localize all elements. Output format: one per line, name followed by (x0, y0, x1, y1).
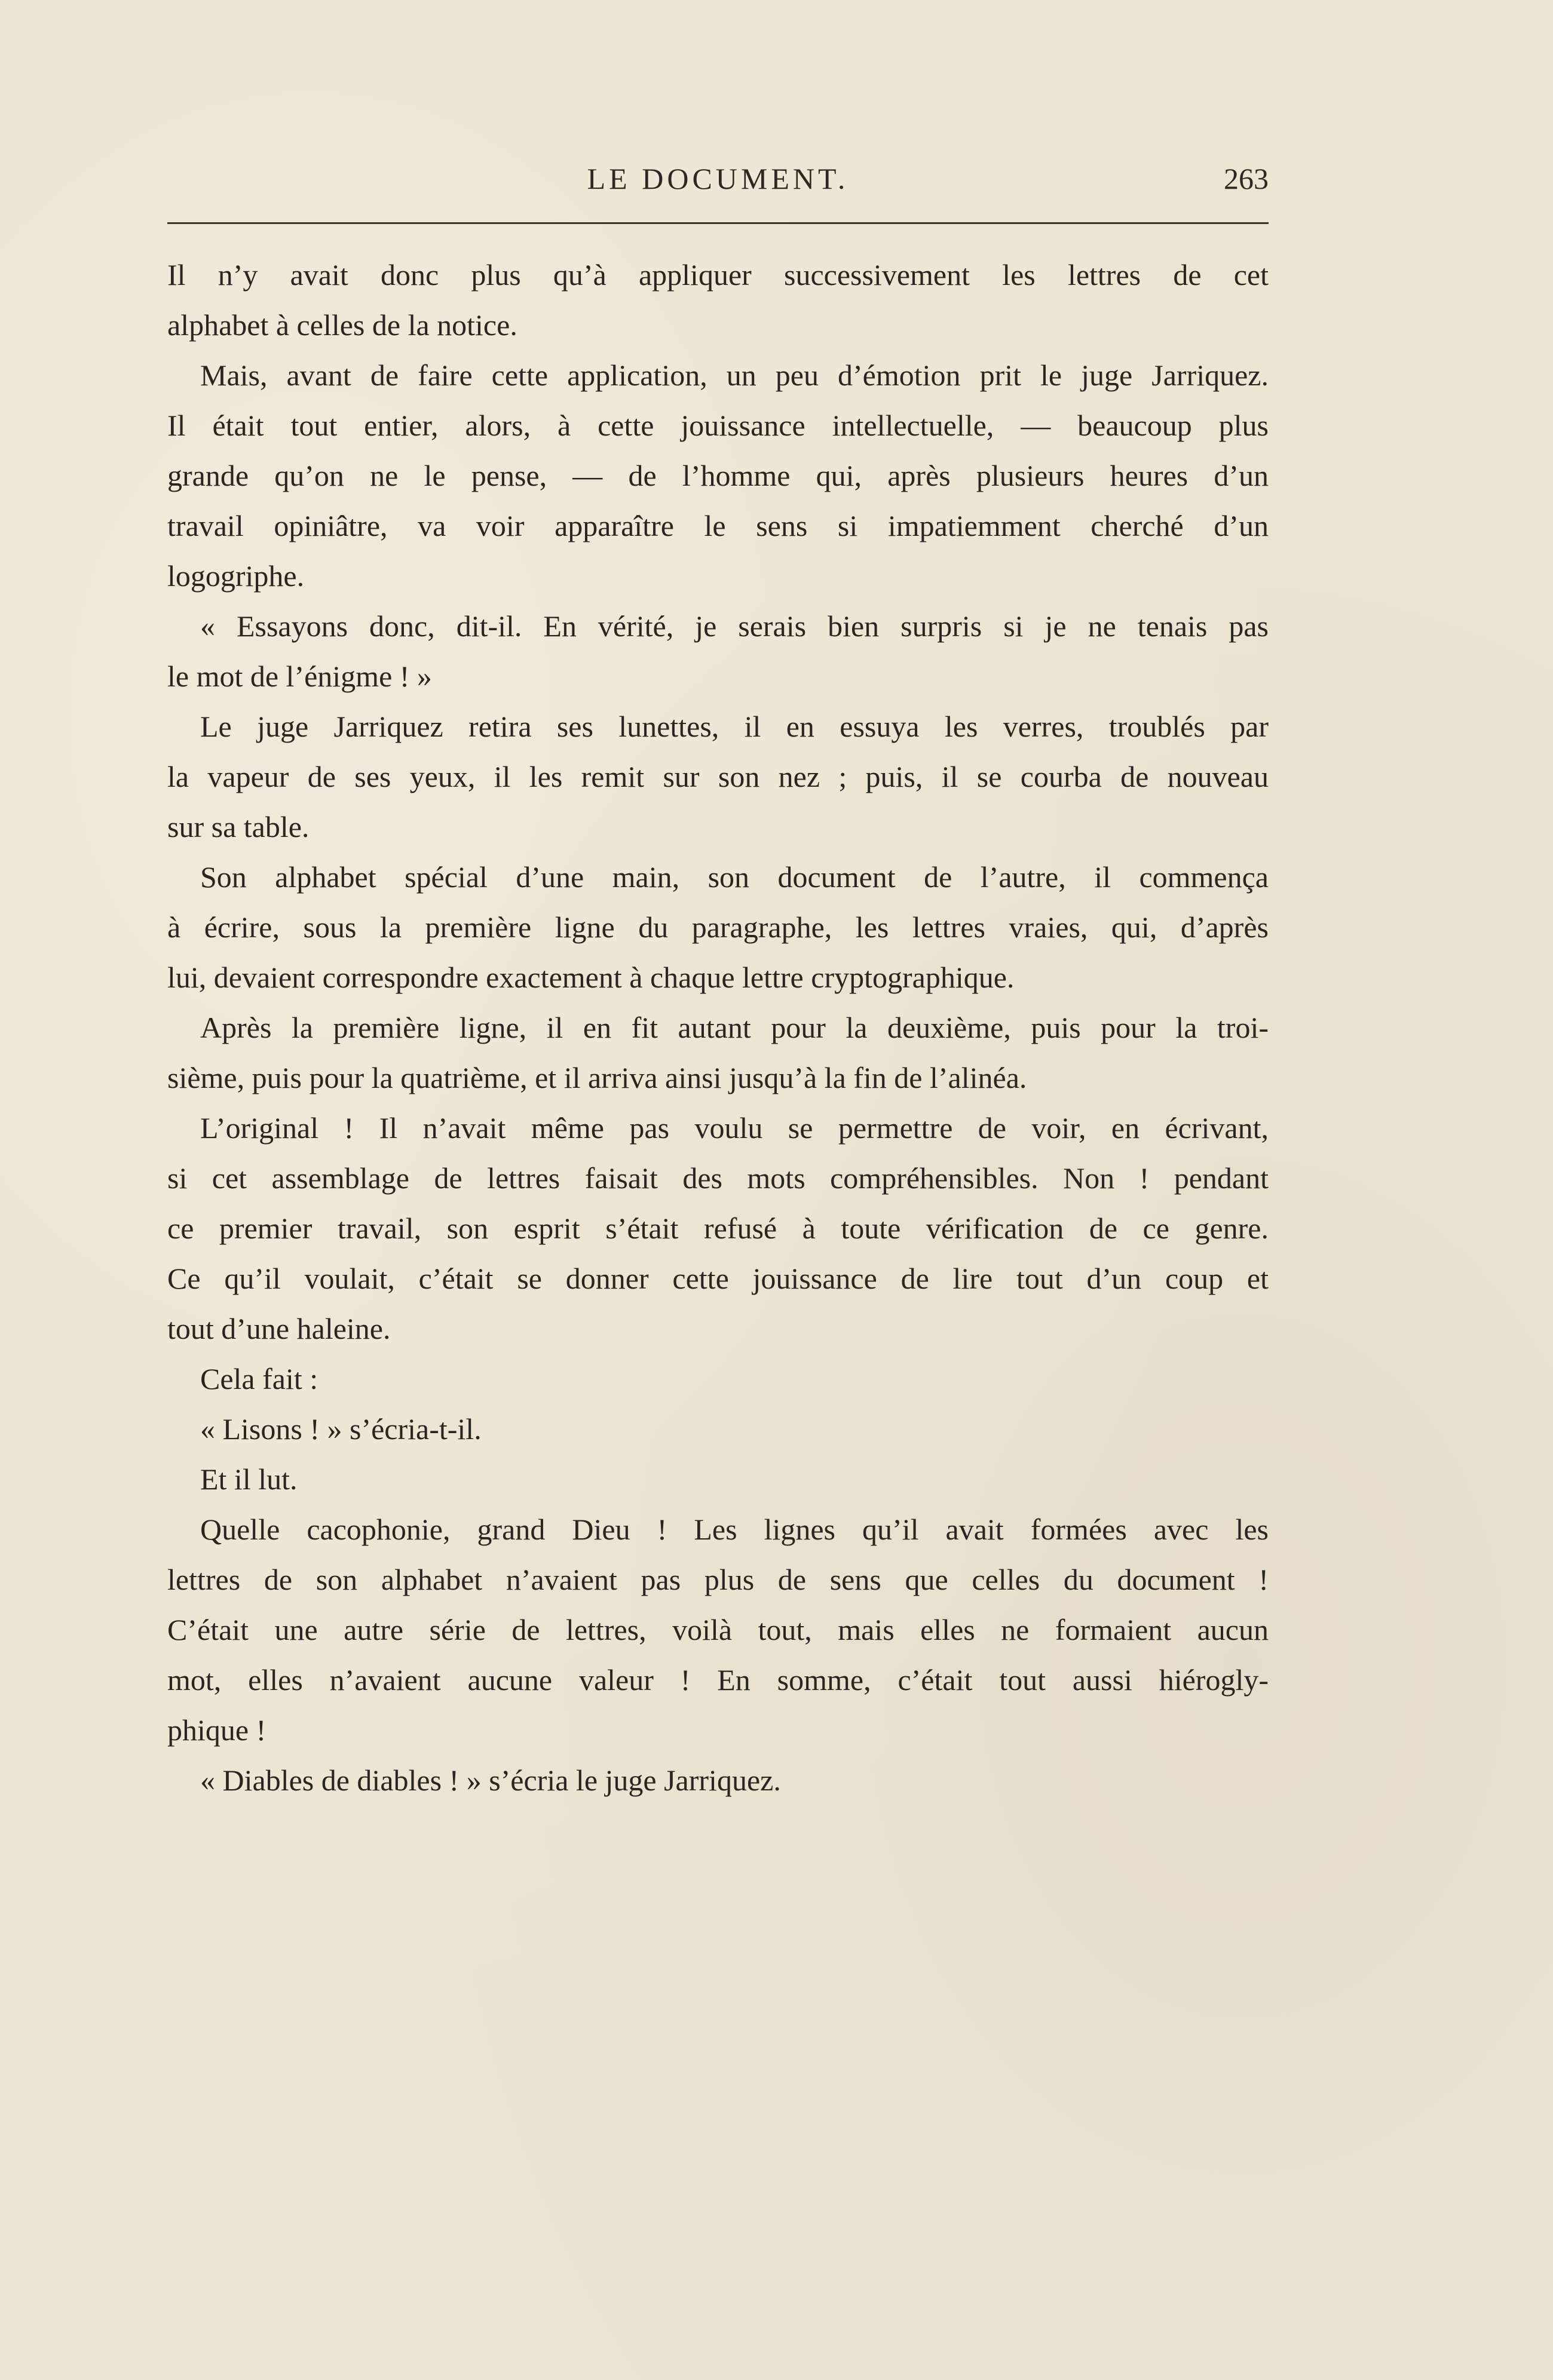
text-line: lui, devaient correspondre exactement à chaque lettre cryptographique. (167, 961, 1015, 994)
text-line: Après la première ligne, il en fit autant pour la deuxième, puis pour la troi- (200, 1011, 1269, 1044)
text-line: Le juge Jarriquez retira ses lunettes, il en essuya les verres, troublés par (200, 710, 1269, 743)
text-line: « Essayons donc, dit-il. En vérité, je serais bien surpris si je ne tenais pas (200, 609, 1269, 643)
header-rule (167, 222, 1269, 224)
text-line: sième, puis pour la quatrième, et il arriva ainsi jusqu’à la fin de l’alinéa. (167, 1061, 1027, 1094)
running-title: LE DOCUMENT. (587, 162, 849, 195)
text-line: à écrire, sous la première ligne du paragraphe, les lettres vraies, qui, d’après (167, 910, 1269, 944)
text-line: Son alphabet spécial d’une main, son document de l’autre, il commença (200, 860, 1269, 894)
text-line: sur sa table. (167, 810, 310, 844)
text-line: « Diables de diables ! » s’écria le juge Jarriquez. (200, 1763, 781, 1797)
text-line: Mais, avant de faire cette application, un peu d’émotion prit le juge Jarriquez. (200, 358, 1269, 392)
text-line: tout d’une haleine. (167, 1312, 391, 1345)
text-line: alphabet à celles de la notice. (167, 308, 517, 342)
text-line: si cet assemblage de lettres faisait des mots compréhensibles. Non ! pendant (167, 1161, 1269, 1195)
text-line: ce premier travail, son esprit s’était refusé à toute vérification de ce genre. (167, 1212, 1269, 1245)
text-line: Quelle cacophonie, grand Dieu ! Les lignes qu’il avait formées avec les (200, 1513, 1269, 1546)
text-line: phique ! (167, 1713, 267, 1747)
text-line: le mot de l’énigme ! » (167, 660, 432, 693)
text-line: L’original ! Il n’avait même pas voulu se permettre de voir, en écrivant, (200, 1111, 1269, 1145)
text-line: Et il lut. (200, 1462, 298, 1496)
page-number: 263 (1224, 162, 1269, 195)
text-line: Cela fait : (200, 1362, 318, 1396)
text-line: la vapeur de ses yeux, il les remit sur son nez ; puis, il se courba de nouveau (167, 760, 1269, 793)
text-line: Il n’y avait donc plus qu’à appliquer successivement les lettres de cet (167, 258, 1269, 292)
text-line: mot, elles n’avaient aucune valeur ! En somme, c’était tout aussi hiérogly- (167, 1663, 1269, 1697)
text-line: « Lisons ! » s’écria-t-il. (200, 1412, 482, 1446)
body-text (167, 250, 1269, 1805)
text-line: Ce qu’il voulait, c’était se donner cette jouissance de lire tout d’un coup et (167, 1262, 1269, 1295)
text-line: Il était tout entier, alors, à cette jouissance intellectuelle, — beaucoup plus (167, 409, 1269, 442)
text-line: C’était une autre série de lettres, voilà tout, mais elles ne formaient aucun (167, 1613, 1269, 1646)
text-line: grande qu’on ne le pense, — de l’homme qui, après plusieurs heures d’un (167, 459, 1269, 492)
running-head (167, 161, 1269, 209)
text-line: travail opiniâtre, va voir apparaître le sens si impatiemment cherché d’un (167, 509, 1269, 542)
text-line: lettres de son alphabet n’avaient pas plus de sens que celles du document ! (167, 1563, 1269, 1596)
text-line: logogriphe. (167, 559, 305, 593)
